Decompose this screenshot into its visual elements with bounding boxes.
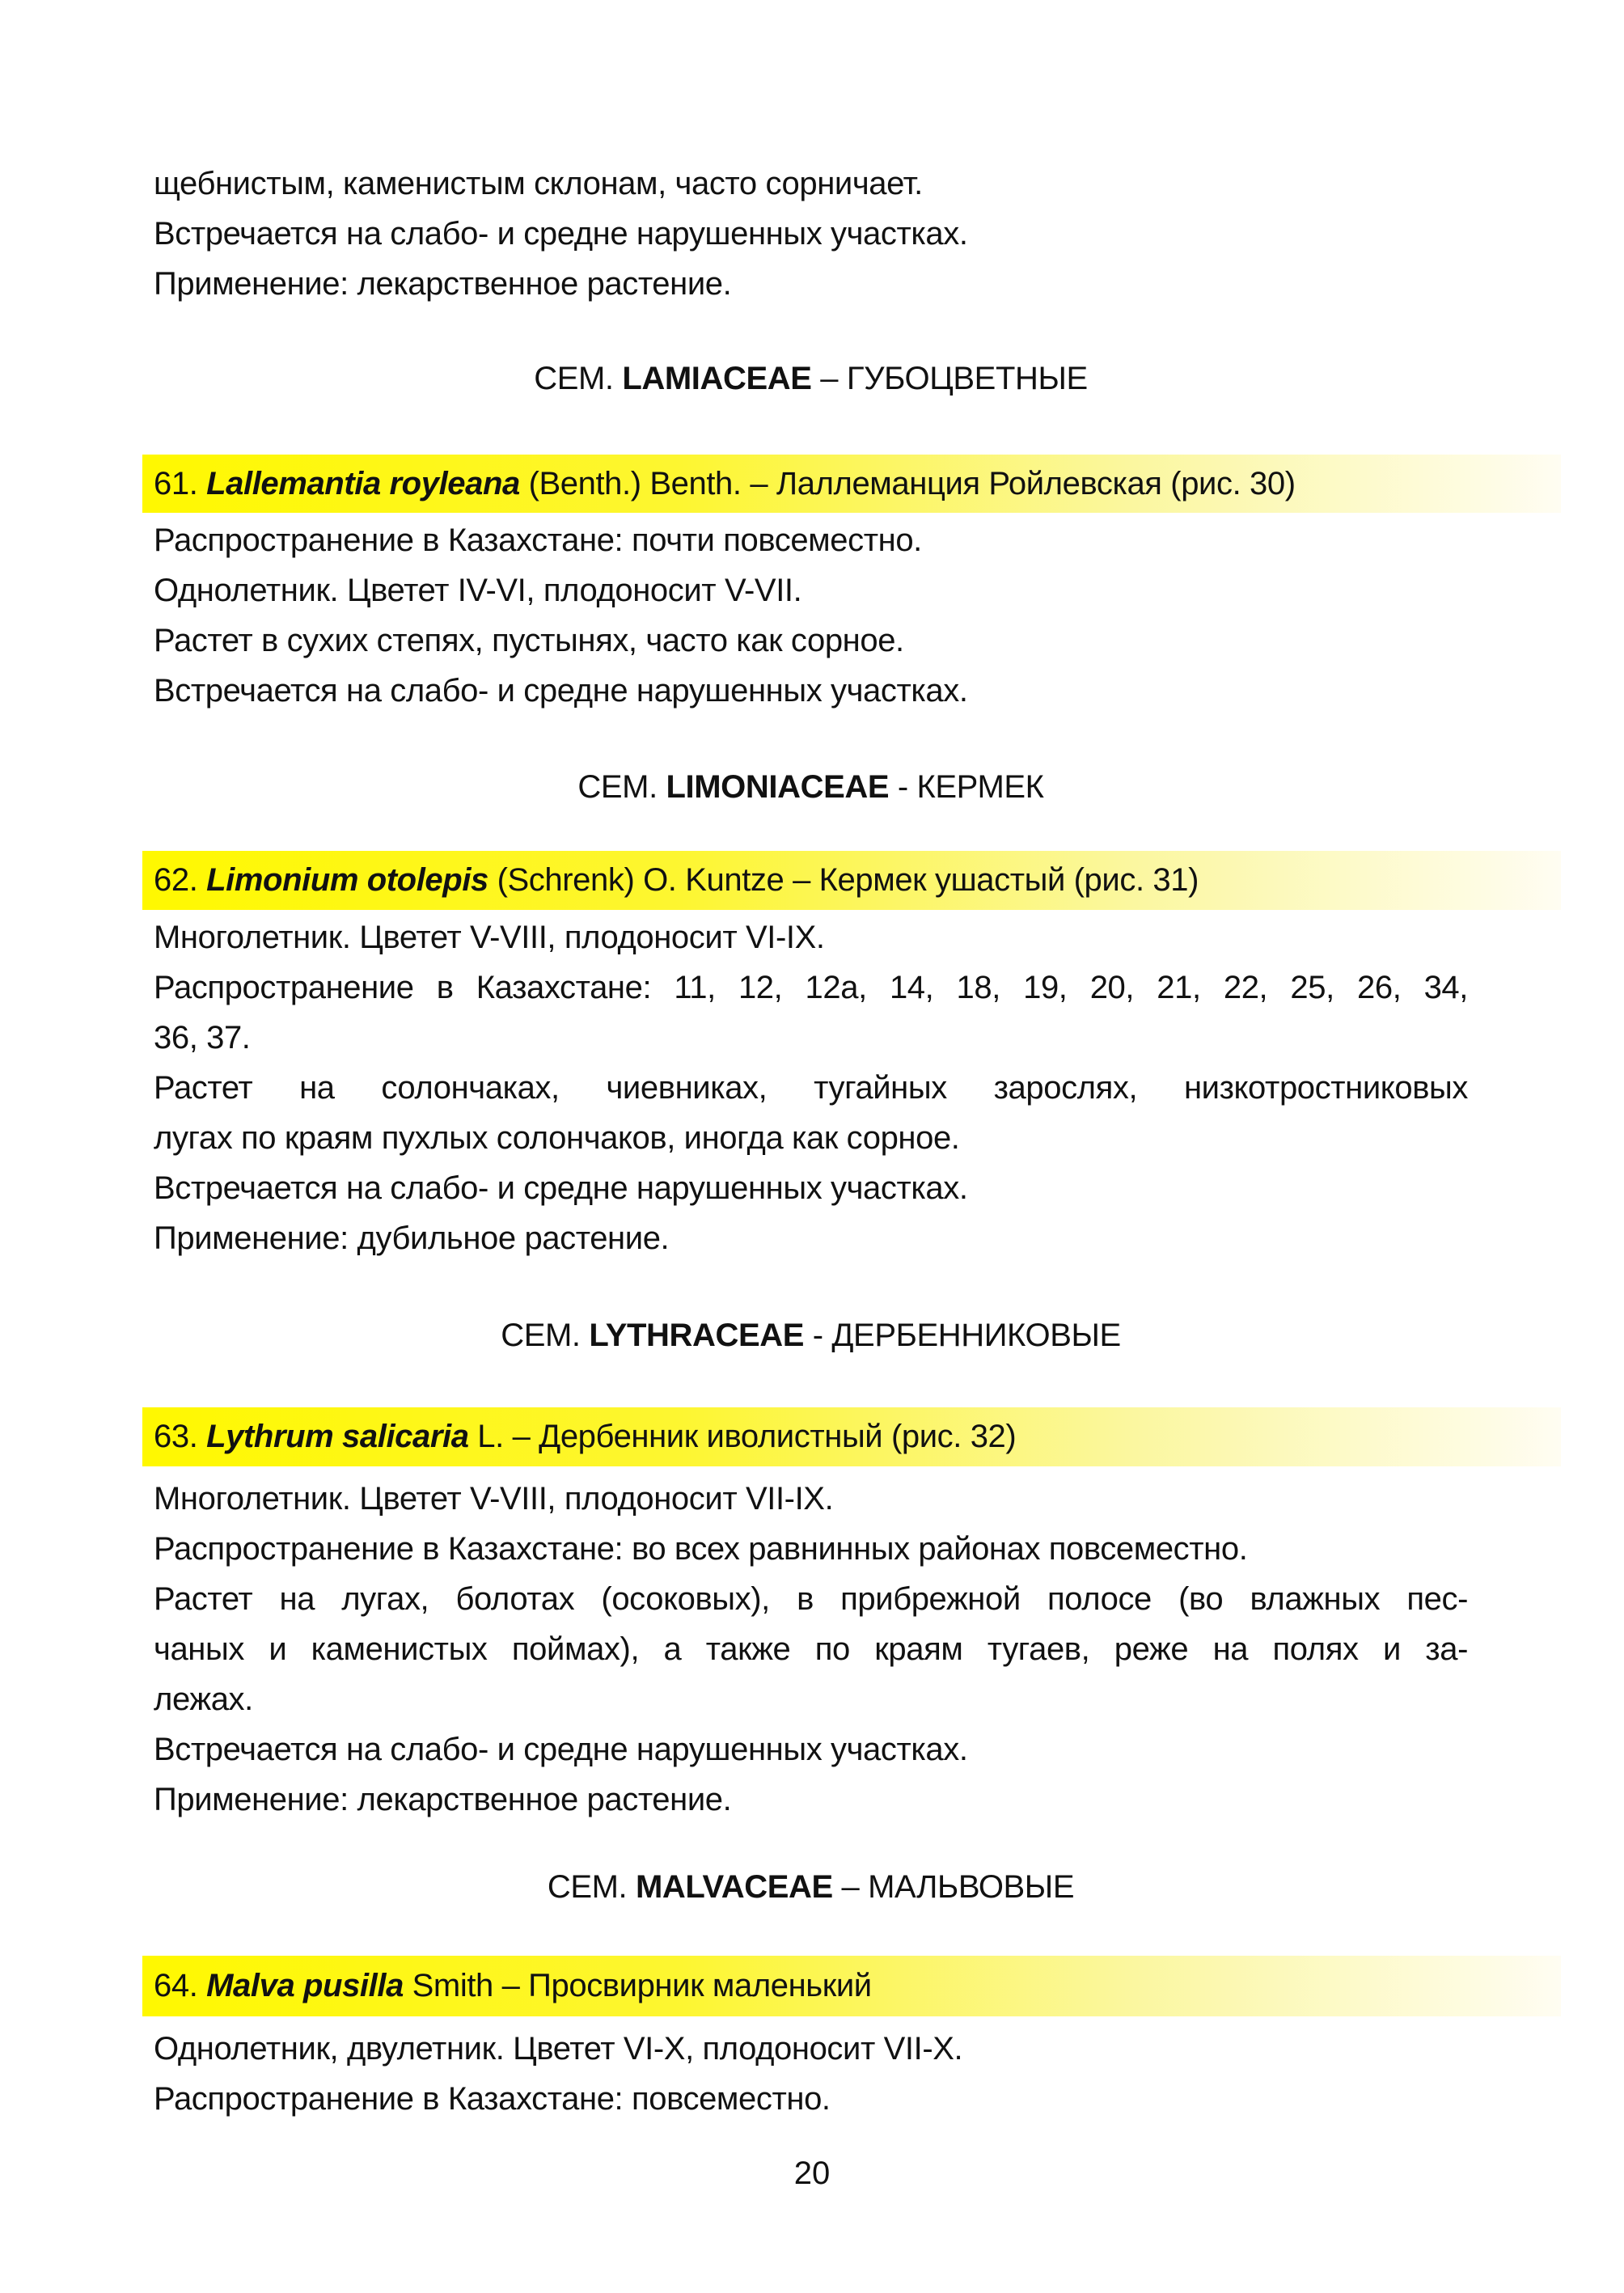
header-russian-name: – ГУБОЦВЕТНЫЕ	[811, 361, 1088, 396]
text-line: Встречается на слабо- и средне нарушенных участках.	[154, 216, 968, 252]
text-line: Распространение в Казахстане: во всех равнинных районах повсеместно.	[154, 1531, 1248, 1567]
header-russian-name: - КЕРМЕК	[889, 769, 1044, 805]
text-line: Применение: лекарственное растение.	[154, 1782, 732, 1817]
species-latin-name: Lythrum salicaria	[206, 1419, 469, 1454]
text-line: Применение: дубильное растение.	[154, 1221, 670, 1256]
text-line: Распространение в Казахстане: почти повсеместно.	[154, 522, 922, 558]
family-header-malvaceae	[154, 1862, 1468, 1912]
text-line: Растет на лугах, болотах (осоковых), в прибрежной полосе (во влажных пес-	[154, 1581, 1468, 1617]
header-prefix: СЕМ.	[547, 1869, 636, 1905]
family-latin-name: LIMONIACEAE	[666, 769, 890, 805]
header-russian-name: - ДЕРБЕННИКОВЫЕ	[804, 1318, 1121, 1353]
header-prefix: СЕМ.	[577, 769, 666, 805]
text-line: Однолетник, двулетник. Цветет VI-X, плодоносит VII-X.	[154, 2031, 963, 2067]
text-line: Однолетник. Цветет IV-VI, плодоносит V-VII.	[154, 573, 802, 608]
family-header-lamiaceae	[154, 353, 1468, 404]
species-title-rest: (Schrenk) O. Kuntze – Кермек ушастый (рис. 31)	[488, 862, 1199, 898]
text-line: Многолетник. Цветет V-VIII, плодоносит VII-IX.	[154, 1481, 834, 1517]
text-line: лежах.	[154, 1682, 253, 1717]
species-latin-name: Lallemantia royleana	[206, 466, 520, 501]
species-title-64-highlighted	[142, 1956, 1561, 2016]
species-body-61	[154, 515, 1468, 716]
text-line: Встречается на слабо- и средне нарушенных участках.	[154, 673, 968, 709]
header-russian-name: – МАЛЬВОВЫЕ	[832, 1869, 1075, 1905]
text-line: Многолетник. Цветет V-VIII, плодоносит VI-IX.	[154, 920, 825, 955]
text-line: Распространение в Казахстане: повсеместно.	[154, 2081, 831, 2117]
species-title-63-highlighted	[142, 1407, 1561, 1466]
species-number: 62.	[154, 862, 207, 898]
species-title-rest: Smith – Просвирник маленький	[403, 1968, 872, 2003]
family-latin-name: LYTHRACEAE	[589, 1318, 804, 1353]
species-latin-name: Limonium otolepis	[206, 862, 488, 898]
species-latin-name: Malva pusilla	[206, 1968, 404, 2003]
header-prefix: СЕМ.	[534, 361, 623, 396]
species-body-62	[154, 912, 1468, 1263]
text-line: лугах по краям пухлых солончаков, иногда как сорное.	[154, 1120, 960, 1156]
family-latin-name: MALVACEAE	[636, 1869, 833, 1905]
species-number: 63.	[154, 1419, 207, 1454]
header-prefix: СЕМ.	[501, 1318, 590, 1353]
family-header-lythraceae	[154, 1310, 1468, 1360]
text-line: чаных и каменистых поймах), а также по краям тугаев, реже на полях и за-	[154, 1631, 1468, 1667]
intro-paragraph	[154, 159, 1468, 309]
family-header-limoniaceae	[154, 762, 1468, 812]
species-body-64	[154, 2024, 1468, 2124]
text-line: Распространение в Казахстане: 11, 12, 12а, 14, 18, 19, 20, 21, 22, 25, 26, 34,	[154, 970, 1468, 1005]
text-line: Применение: лекарственное растение.	[154, 266, 732, 302]
species-title-rest: L. – Дербенник иволистный (рис. 32)	[468, 1419, 1017, 1454]
species-number: 64.	[154, 1968, 207, 2003]
page-number: 20	[793, 2156, 831, 2191]
text-line: щебнистым, каменистым склонам, часто сорничает.	[154, 166, 923, 201]
species-title-rest: (Benth.) Benth. – Лаллеманция Ройлевская (рис. 30)	[519, 466, 1296, 501]
species-title-61-highlighted	[142, 455, 1561, 513]
text-line: Растет на солончаках, чиевниках, тугайных зарослях, низкотростниковых	[154, 1070, 1468, 1106]
text-line: Растет в сухих степях, пустынях, часто как сорное.	[154, 623, 904, 658]
text-line: Встречается на слабо- и средне нарушенных участках.	[154, 1170, 968, 1206]
species-body-63	[154, 1474, 1468, 1825]
species-title-62-highlighted	[142, 851, 1561, 910]
text-line: 36, 37.	[154, 1020, 251, 1056]
text-line: Встречается на слабо- и средне нарушенных участках.	[154, 1732, 968, 1767]
family-latin-name: LAMIACEAE	[622, 361, 812, 396]
species-number: 61.	[154, 466, 207, 501]
